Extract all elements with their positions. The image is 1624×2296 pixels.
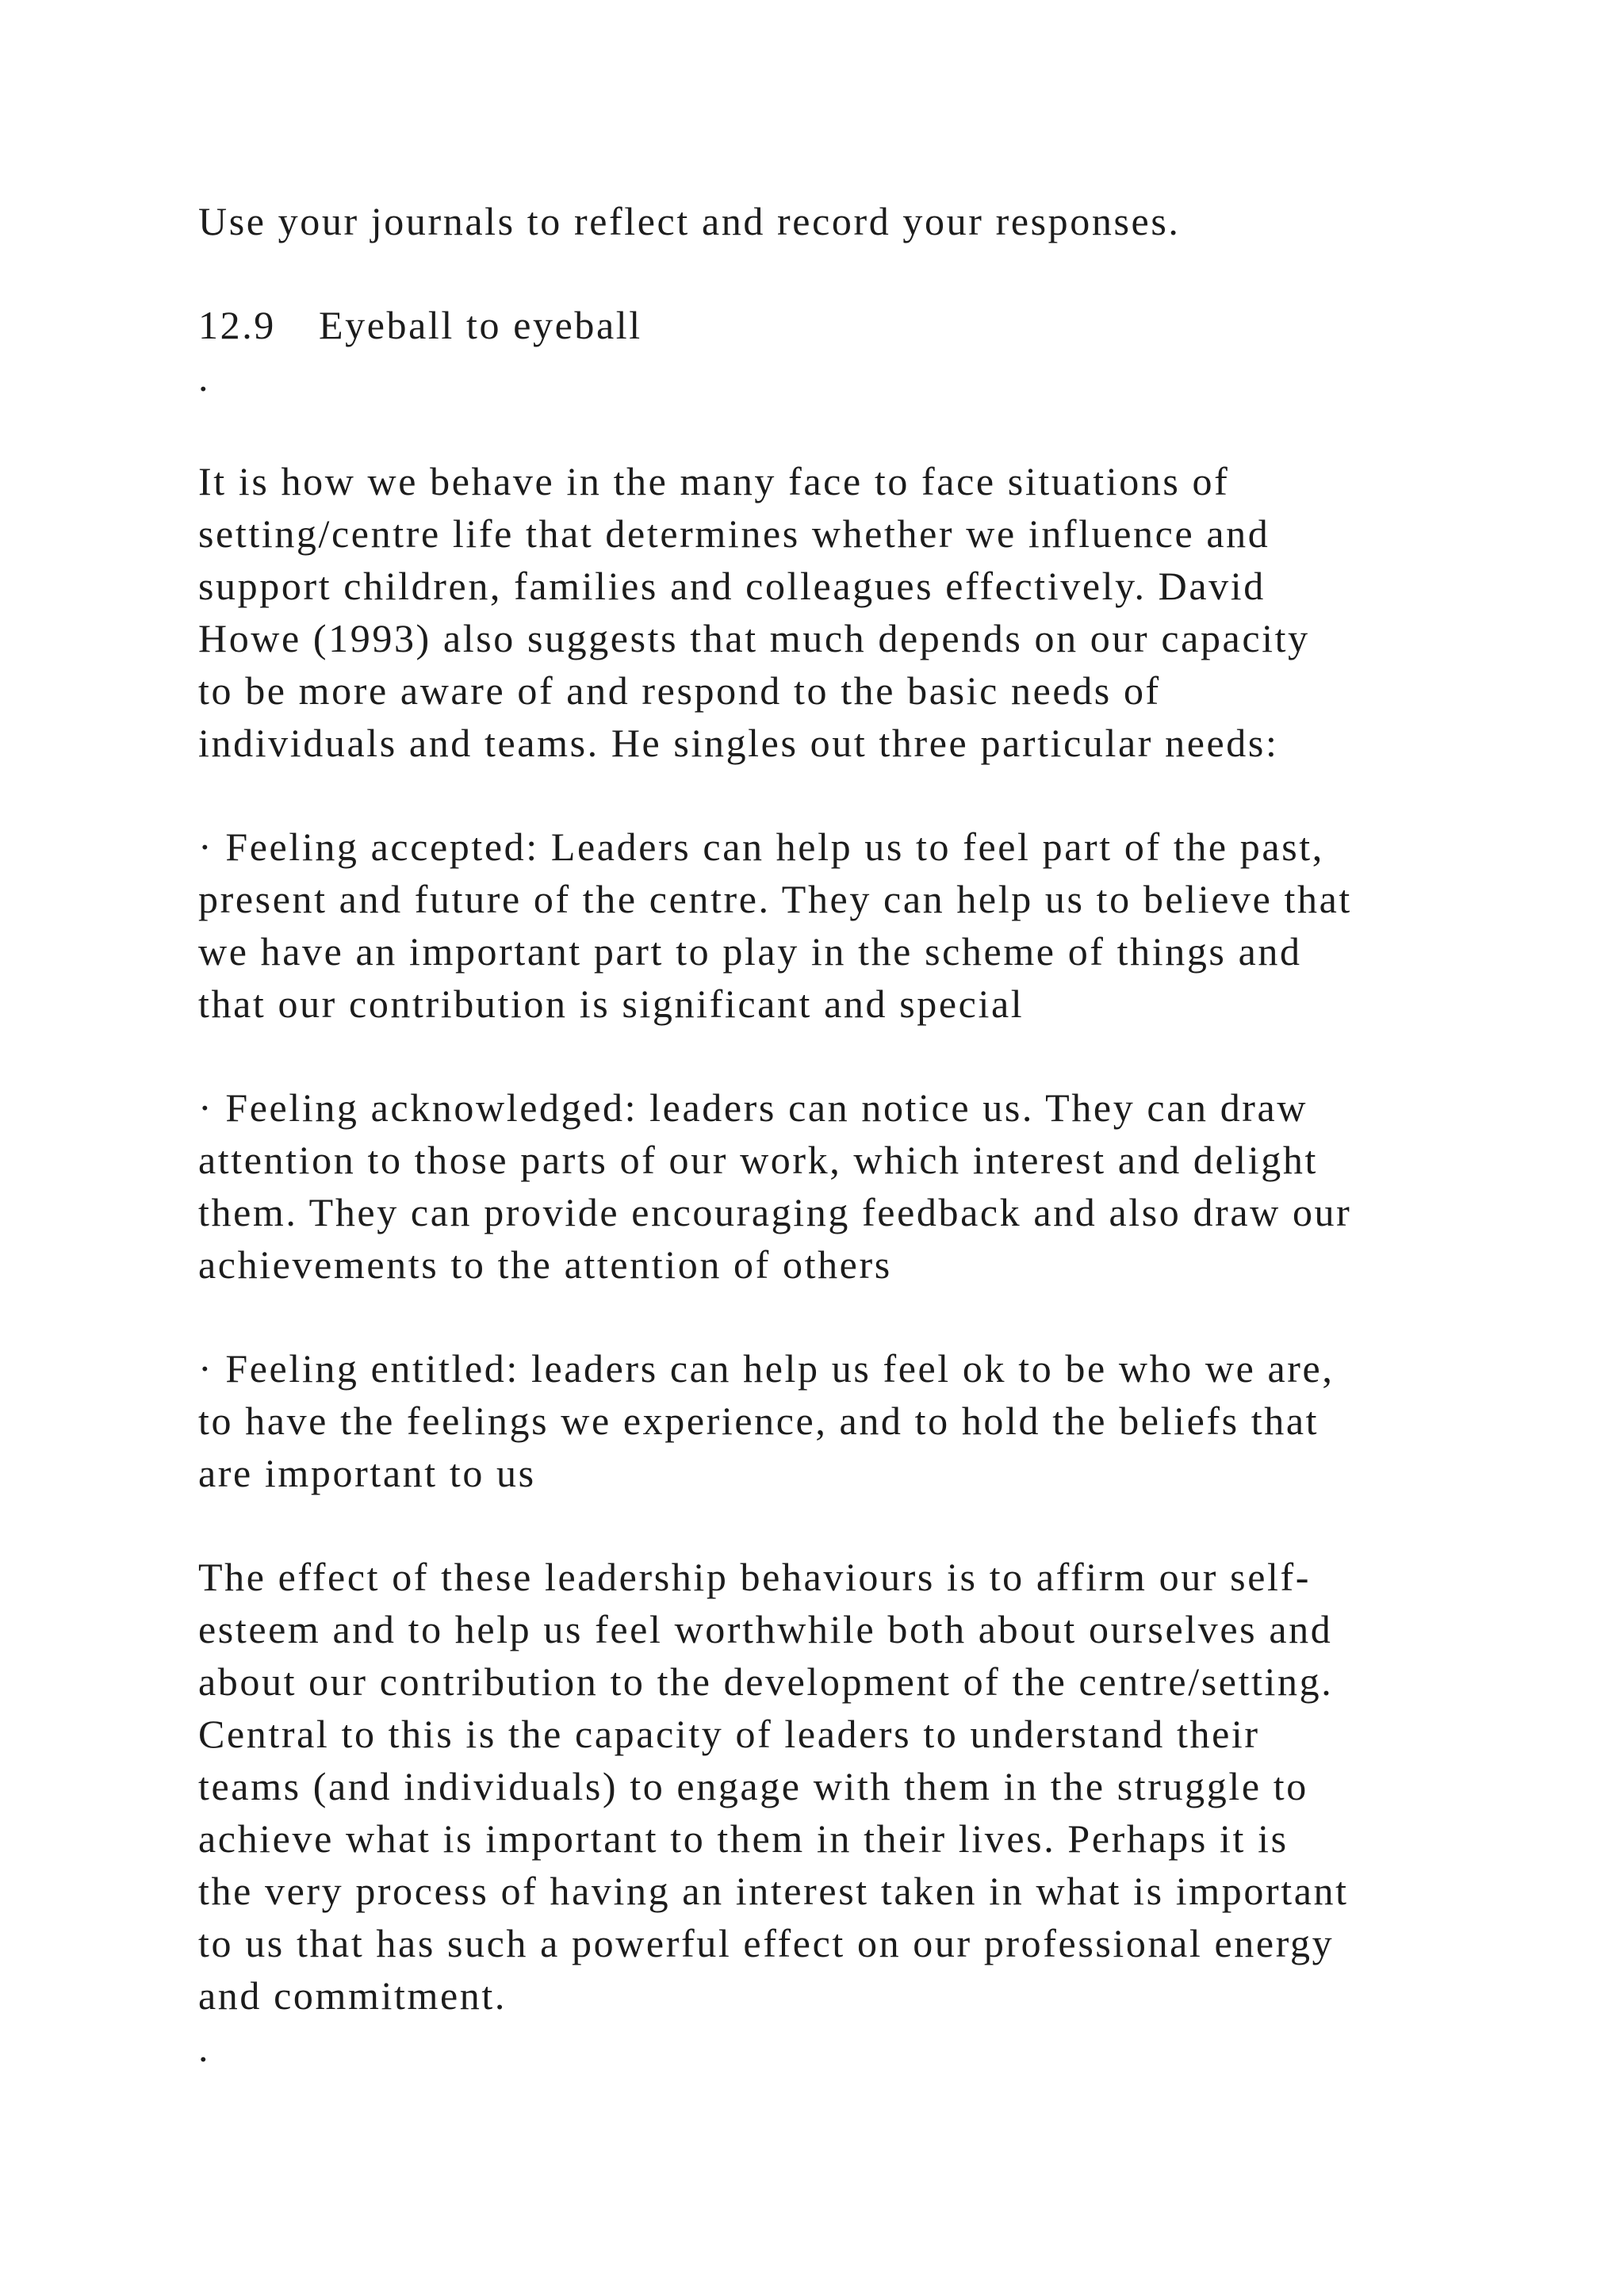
spacer xyxy=(198,1030,1499,1081)
bullet-line: present and future of the centre. They can help us to believe that xyxy=(198,877,1352,921)
intro-text: Use your journals to reflect and record your responses. xyxy=(198,199,1181,243)
bullet-feeling-accepted xyxy=(198,821,1499,1030)
paragraph-line: the very process of having an interest taken in what is important xyxy=(198,1869,1349,1913)
paragraph-line: support children, families and colleagues effectively. David xyxy=(198,564,1266,608)
bullet-line: are important to us xyxy=(198,1451,536,1495)
paragraph-line: achieve what is important to them in their lives. Perhaps it is xyxy=(198,1816,1289,1861)
spacer xyxy=(198,247,1499,299)
paragraph-line: Central to this is the capacity of leaders to understand their xyxy=(198,1712,1260,1756)
section-number: 12.9 xyxy=(198,303,276,347)
paragraph-intro-needs xyxy=(198,455,1499,769)
bullet-line: · Feeling acknowledged: leaders can notice us. They can draw xyxy=(198,1085,1308,1130)
spacer xyxy=(198,404,1499,455)
section-dot: . xyxy=(198,355,211,400)
bullet-line: achievements to the attention of others xyxy=(198,1242,892,1287)
bullet-line: · Feeling accepted: Leaders can help us to feel part of the past, xyxy=(198,825,1324,869)
paragraph-line: to us that has such a powerful effect on our professional energy xyxy=(198,1921,1335,1965)
bullet-feeling-acknowledged xyxy=(198,1081,1499,1291)
paragraph-line: The effect of these leadership behaviours is to affirm our self- xyxy=(198,1555,1311,1599)
bullet-line: that our contribution is significant and special xyxy=(198,982,1025,1026)
spacer xyxy=(198,1291,1499,1342)
section-title: Eyeball to eyeball xyxy=(319,303,642,347)
paragraph-line: teams (and individuals) to engage with them in the struggle to xyxy=(198,1764,1308,1808)
bullet-line: · Feeling entitled: leaders can help us feel ok to be who we are, xyxy=(198,1346,1335,1391)
bullet-line: them. They can provide encouraging feedback and also draw our xyxy=(198,1190,1352,1234)
end-dot: . xyxy=(198,2026,211,2070)
bullet-line: attention to those parts of our work, which interest and delight xyxy=(198,1138,1318,1182)
paragraph-line: It is how we behave in the many face to face situations of xyxy=(198,459,1230,503)
bullet-line: we have an important part to play in the scheme of things and xyxy=(198,929,1302,974)
paragraph-line: about our contribution to the development of the centre/setting. xyxy=(198,1659,1334,1704)
document-body xyxy=(198,195,1499,2074)
paragraph-line: esteem and to help us feel worthwhile both about ourselves and xyxy=(198,1607,1333,1651)
paragraph-line: Howe (1993) also suggests that much depends on our capacity xyxy=(198,616,1310,660)
bullet-line: to have the feelings we experience, and to hold the beliefs that xyxy=(198,1399,1320,1443)
spacer xyxy=(198,769,1499,821)
spacer xyxy=(198,1499,1499,1551)
section-heading xyxy=(198,299,1499,351)
paragraph-line: and commitment. xyxy=(198,1973,507,2018)
bullet-feeling-entitled xyxy=(198,1342,1499,1499)
paragraph-line: individuals and teams. He singles out three particular needs: xyxy=(198,721,1279,765)
paragraph-line: to be more aware of and respond to the basic needs of xyxy=(198,668,1161,713)
paragraph-effect xyxy=(198,1551,1499,2022)
paragraph-line: setting/centre life that determines whether we influence and xyxy=(198,511,1270,556)
